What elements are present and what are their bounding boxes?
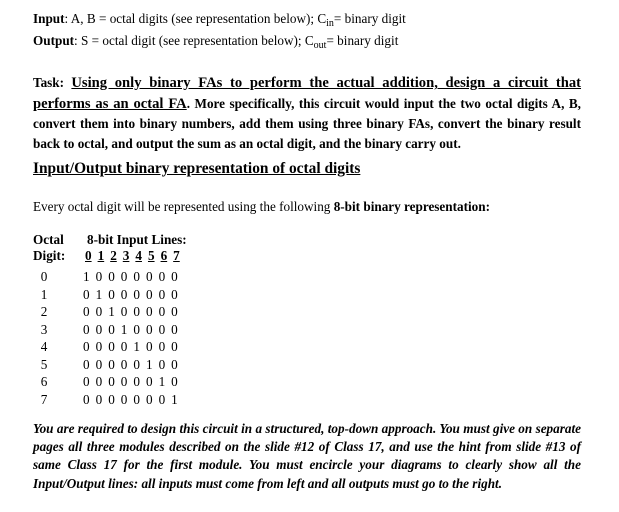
bit-cell: 0 xyxy=(145,269,153,284)
octal-header-2: Digit: xyxy=(33,248,66,263)
output-line xyxy=(33,33,398,51)
bit-cell: 1 xyxy=(120,321,128,337)
octal-digit: 2 xyxy=(40,304,48,319)
bit-cell: 0 xyxy=(133,321,140,337)
octal-digit: 6 xyxy=(40,374,48,389)
task-underlined: Using only binary FAs to perform the actual addition, design a circuit that performs as an octal FA xyxy=(33,75,582,112)
bit-cell: 0 xyxy=(108,269,115,284)
bit-rows xyxy=(83,268,184,408)
bit-cell: 0 xyxy=(108,286,115,302)
bit-cell: 0 xyxy=(95,356,103,372)
bit-cell: 0 xyxy=(158,356,166,372)
output-text: : S = octal digit (see representation below); C xyxy=(74,33,314,48)
octal-digit: 4 xyxy=(40,339,48,354)
bit-cell: 1 xyxy=(145,356,153,372)
intro-text: Every octal digit will be represented using the following xyxy=(33,199,334,214)
bit-cell: 0 xyxy=(83,304,90,319)
input-line xyxy=(33,11,406,29)
bit-cell: 1 xyxy=(95,286,103,302)
bit-cell: 1 xyxy=(158,374,166,389)
bit-row xyxy=(83,356,184,374)
task-paragraph xyxy=(33,73,581,153)
bit-cell: 1 xyxy=(83,269,90,284)
bit-row xyxy=(83,321,184,339)
input-subscript: in xyxy=(326,18,334,29)
bit-cell: 0 xyxy=(145,286,153,302)
bit-cell: 0 xyxy=(83,286,90,302)
octal-digit: 7 xyxy=(40,391,48,407)
octal-header-1: Octal xyxy=(33,232,64,247)
line-index: 5 xyxy=(147,248,155,263)
bit-cell: 0 xyxy=(171,321,178,337)
bit-cell: 0 xyxy=(120,391,128,407)
bit-cell: 0 xyxy=(83,321,90,337)
output-subscript: out xyxy=(313,40,327,51)
bit-cell: 0 xyxy=(145,339,153,354)
task-rest: . More specifically, this circuit would input the two octal digits A, B, convert them into binary numbers, add them using three binary FAs, convert the binary result back to octal, and output the sum as an octal digit, and the binary carry out. xyxy=(33,95,581,151)
input-label: Input xyxy=(33,11,65,26)
bit-cell: 0 xyxy=(83,374,90,389)
bit-cell: 0 xyxy=(158,321,166,337)
bit-cell: 0 xyxy=(120,374,128,389)
bit-cell: 0 xyxy=(120,339,128,354)
bit-cell: 0 xyxy=(95,321,103,337)
bit-cell: 0 xyxy=(120,286,128,302)
lines-header: 8-bit Input Lines: xyxy=(87,232,187,247)
line-index: 6 xyxy=(160,248,168,263)
bit-cell: 0 xyxy=(83,339,90,354)
task-label: Task: xyxy=(33,75,65,90)
line-index: 0 xyxy=(85,248,92,263)
bit-row xyxy=(83,303,184,321)
bit-cell: 0 xyxy=(108,321,115,337)
bit-cell: 0 xyxy=(145,374,153,389)
bit-cell: 0 xyxy=(158,339,166,354)
bit-cell: 0 xyxy=(145,304,153,319)
octal-digit: 5 xyxy=(40,356,48,372)
bit-cell: 0 xyxy=(133,391,140,407)
line-index: 4 xyxy=(135,248,142,263)
bit-cell: 0 xyxy=(108,391,115,407)
input-text-end: = binary digit xyxy=(333,11,406,26)
bit-cell: 0 xyxy=(133,286,140,302)
input-text: : A, B = octal digits (see representation below); C xyxy=(64,11,327,26)
bit-row xyxy=(83,338,184,356)
bit-cell: 0 xyxy=(171,339,178,354)
bit-cell: 0 xyxy=(120,304,128,319)
output-label: Output xyxy=(33,33,75,48)
bit-cell: 0 xyxy=(95,269,103,284)
bit-cell: 0 xyxy=(95,374,103,389)
bit-cell: 0 xyxy=(108,356,115,372)
bit-cell: 0 xyxy=(108,339,115,354)
footer-instructions: You are required to design this circuit in a structured, top-down approach. You must give on separate pages all three modules described on the slide #12 of Class 17, and use the hint from slide #13 of same Class 17 for the first module. You must encircle your diagrams to clearly show all the Input/Output lines: all inputs must come from left and all outputs must go to the right. xyxy=(33,421,581,491)
bit-cell: 0 xyxy=(133,269,140,284)
bit-row xyxy=(83,286,184,304)
bit-cell: 0 xyxy=(83,356,90,372)
bit-cell: 0 xyxy=(133,374,140,389)
line-index: 1 xyxy=(97,248,105,263)
bit-cell: 0 xyxy=(171,304,178,319)
bit-cell: 0 xyxy=(95,339,103,354)
octal-digit: 1 xyxy=(40,286,48,302)
bit-cell: 0 xyxy=(133,356,140,372)
bit-cell: 0 xyxy=(145,321,153,337)
bit-cell: 0 xyxy=(120,269,128,284)
bit-cell: 0 xyxy=(158,391,166,407)
octal-digit: 3 xyxy=(40,321,48,337)
bit-cell: 0 xyxy=(158,304,166,319)
bit-cell: 0 xyxy=(133,304,140,319)
bit-cell: 1 xyxy=(133,339,140,354)
bit-cell: 0 xyxy=(95,391,103,407)
bit-cell: 0 xyxy=(83,391,90,407)
bit-cell: 0 xyxy=(171,374,178,389)
output-text-end: = binary digit xyxy=(326,33,399,48)
bit-row xyxy=(83,373,184,391)
bit-cell: 0 xyxy=(108,374,115,389)
line-index: 7 xyxy=(173,248,180,263)
bit-cell: 0 xyxy=(171,269,178,284)
section-heading: Input/Output binary representation of octal digits xyxy=(33,160,361,177)
bit-cell: 0 xyxy=(158,269,166,284)
intro-bold: 8-bit binary representation: xyxy=(333,199,490,214)
bit-cell: 0 xyxy=(171,286,178,302)
octal-digit-column xyxy=(38,268,50,408)
bit-cell: 0 xyxy=(171,356,178,372)
bit-row xyxy=(83,391,184,409)
bit-cell: 0 xyxy=(120,356,128,372)
bit-cell: 0 xyxy=(95,304,103,319)
bit-cell: 0 xyxy=(158,286,166,302)
section-intro xyxy=(33,199,490,215)
octal-digit: 0 xyxy=(40,269,48,284)
bit-cell: 1 xyxy=(108,304,115,319)
bit-row xyxy=(83,268,184,286)
bit-cell: 1 xyxy=(171,391,178,407)
line-index: 2 xyxy=(110,248,117,263)
line-index-row xyxy=(85,248,186,264)
bit-cell: 0 xyxy=(145,391,153,407)
line-index: 3 xyxy=(122,248,130,263)
